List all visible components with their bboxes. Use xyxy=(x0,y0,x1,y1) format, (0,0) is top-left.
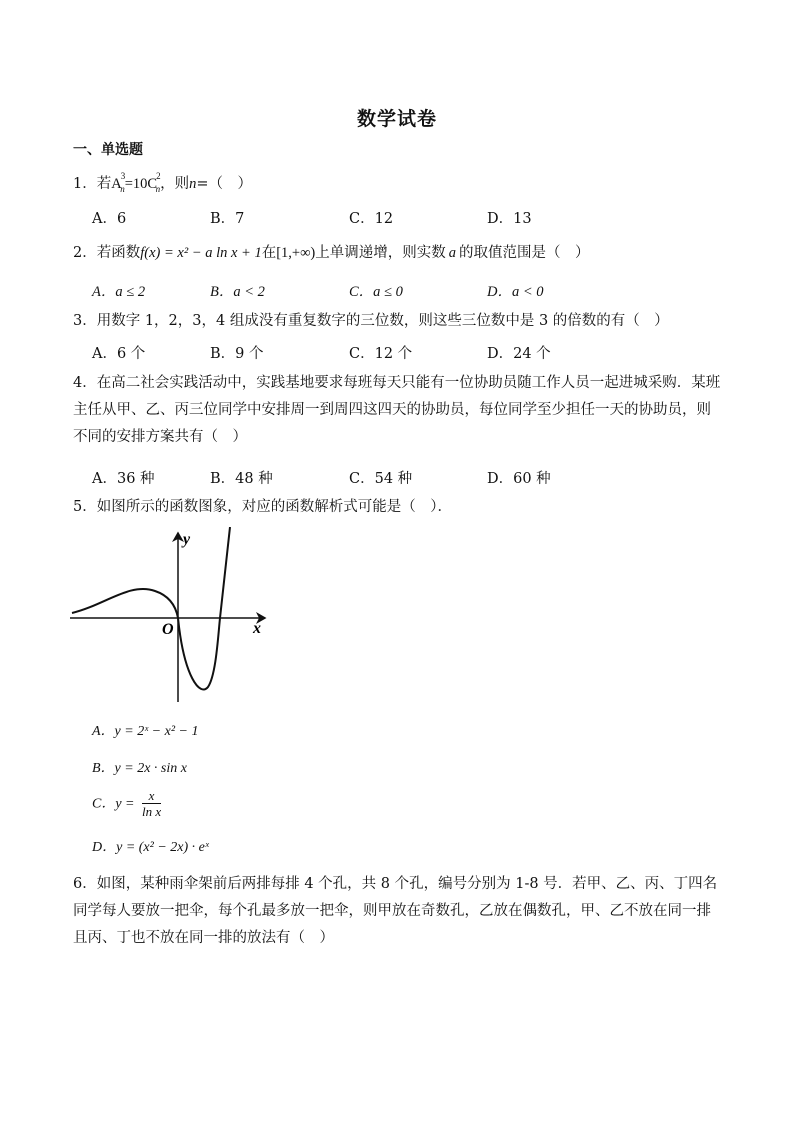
q4-option-b[interactable]: B．48 种 xyxy=(210,471,273,487)
q4-options xyxy=(92,467,732,489)
q2-option-c[interactable]: C．a ≤ 0 xyxy=(349,284,403,300)
section-heading: 一、单选题 xyxy=(73,142,143,158)
q2-function: f(x) = x² − a ln x + 1 xyxy=(140,245,262,261)
question-6: 6．如图，某种雨伞架前后两排每排 4 个孔，共 8 个孔，编号分别为 1-8 号．若甲、乙、丙、丁四名同学每人要放一把伞，每个孔最多放一把伞，则甲放在奇数孔，乙放在偶数孔，甲、乙不放在同一排且丙、丁也不放在同一排的放法有（ ） xyxy=(73,876,718,946)
q1-option-b[interactable]: B．7 xyxy=(210,211,245,227)
q2-var: a xyxy=(448,245,457,261)
q1-option-a[interactable]: A．6 xyxy=(92,211,127,227)
q4-option-a[interactable]: A．36 种 xyxy=(92,471,155,487)
y-axis-label: y xyxy=(183,531,191,548)
q1-option-c[interactable]: C．12 xyxy=(349,211,394,227)
q2-interval: [1,+∞) xyxy=(276,245,316,261)
q1-combination: $C^2_n$ xyxy=(147,171,161,194)
q5-option-b[interactable]: B．y = 2x · sin x xyxy=(92,761,187,776)
q1-prefix: 1．若 xyxy=(73,175,112,192)
question-1 xyxy=(73,166,252,202)
q2-option-d[interactable]: D．a < 0 xyxy=(487,284,544,300)
q3-option-b[interactable]: B．9 个 xyxy=(210,346,264,362)
q1-var: n xyxy=(189,175,197,192)
q5-option-c-prefix: C．y = xyxy=(92,796,135,812)
x-axis-label: x xyxy=(253,620,261,637)
q4-option-c[interactable]: C．54 种 xyxy=(349,471,413,487)
q5-option-a[interactable]: A．y = 2ˣ − x² − 1 xyxy=(92,724,199,739)
q4-option-d[interactable]: D．60 种 xyxy=(487,471,551,487)
q2-tail: 的取值范围是（ ） xyxy=(459,245,590,261)
question-2 xyxy=(73,240,590,266)
q2-options xyxy=(92,280,732,302)
q1-equals: =10 xyxy=(124,175,148,192)
q1-suffix: =（ ） xyxy=(196,175,252,192)
question-5: 5．如图所示的函数图象，对应的函数解析式可能是（ ）． xyxy=(73,499,452,515)
q1-mid: ，则 xyxy=(160,175,190,192)
q3-option-a[interactable]: A．6 个 xyxy=(92,346,146,362)
q1-permutation: $A^3_n$ xyxy=(111,171,126,194)
q1-options xyxy=(92,207,732,229)
q5-option-c[interactable] xyxy=(92,788,164,819)
q1-option-d[interactable]: D．13 xyxy=(487,211,532,227)
q2-option-b[interactable]: B．a < 2 xyxy=(210,284,265,300)
q2-suffix: 上单调递增，则实数 xyxy=(315,245,446,261)
function-curve xyxy=(72,527,230,689)
q2-prefix: 2．若函数 xyxy=(73,245,141,261)
q2-option-a[interactable]: A．a ≤ 2 xyxy=(92,284,146,300)
page-title: 数学试卷 xyxy=(356,108,437,130)
function-graph xyxy=(70,527,270,707)
question-4: 4．在高二社会实践活动中，实践基地要求每班每天只能有一位协助员随工作人员一起进城采购．某班主任从甲、乙、丙三位同学中安排周一到周四这四天的协助员，每位同学至少担任一天的协助员，则不同的安排方案共有（ ） xyxy=(73,375,721,445)
origin-label: O xyxy=(162,621,174,638)
q5-option-c-fraction: $\frac{x}{\text{ln x}}$ xyxy=(141,788,162,819)
q3-options xyxy=(92,342,732,364)
q3-option-c[interactable]: C．12 个 xyxy=(349,346,413,362)
q2-mid: 在 xyxy=(261,245,277,261)
q5-option-d[interactable]: D．y = (x² − 2x) · eˣ xyxy=(92,840,209,855)
q3-option-d[interactable]: D．24 个 xyxy=(487,346,551,362)
question-3: 3．用数字 1，2，3，4 组成没有重复数字的三位数，则这些三位数中是 3 的倍数的有（ ） xyxy=(73,313,669,329)
